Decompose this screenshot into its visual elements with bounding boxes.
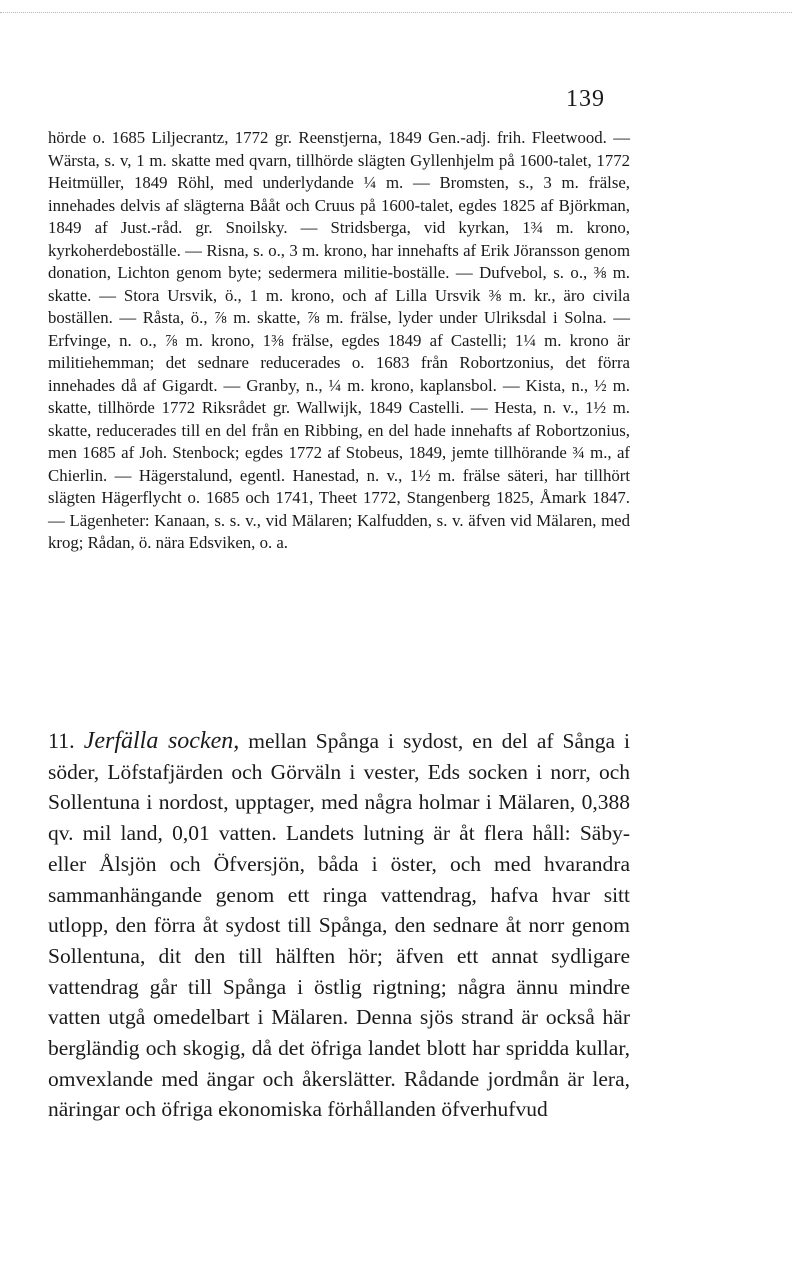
page-number: 139 [566,86,605,112]
page-top-edge [0,12,792,13]
estate-entries-paragraph: hörde o. 1685 Liljecrantz, 1772 gr. Reenstjerna, 1849 Gen.-adj. frih. Fleetwood. — Wärsta, s. v, 1 m. skatte med qvarn, tillhörde slägten Gyllenhjelm på 1600-talet, 1772 Heitmüller, 1849 Röhl, med underlydande ¼ m. — Bromsten, s., 3 m. frälse, innehades delvis af slägterna Bååt och Cruus på 1600-talet, egdes 1825 af Björkman, 1849 af Just.-råd. gr. Snoilsky. — Stridsberga, vid kyrkan, 1¾ m. krono, kyrkoherdeboställe. — Risna, s. o., 3 m. krono, har innehafts af Erik Jöransson genom donation, Lichton genom byte; sedermera militie-boställe. — Dufvebol, s. o., ⅜ m. skatte. — Stora Ursvik, ö., 1 m. krono, och af Lilla Ursvik ⅜ m. kr., äro civila boställen. — Råsta, ö., ⅞ m. skatte, ⅞ m. frälse, lyder under Ulriksdal i Solna. — Erfvinge, n. o., ⅞ m. krono, 1⅜ frälse, egdes 1849 af Castelli; 1¼ m. krono är militiehemman; det sednare reducerades o. 1683 från Robortzonius, det förra innehades då af Gigardt. — Granby, n., ¼ m. krono, kaplansbol. — Kista, n., ½ m. skatte, tillhörde 1772 Riksrådet gr. Wallwijk, 1849 Castelli. — Hesta, n. v., 1½ m. skatte, reducerades till en del från en Ribbing, en del hade innehafts af Robortzonius, men 1685 af Joh. Stenbock; egdes 1772 af Stobeus, 1849, jemte tillhörande ¾ m., af Chierlin. — Hägerstalund, egentl. Hanestad, n. v., 1½ m. frälse säteri, har tillhört slägten Hägerflycht o. 1685 och 1741, Theet 1772, Stangenberg 1825, Åmark 1847. — Lägenheter: Kanaan, s. s. v., vid Mälaren; Kalfudden, s. v. äfven vid Mälaren, med krog; Rådan, ö. nära Edsviken, o. a. [48,128,630,552]
section-number: 11. [48,728,75,753]
section-body: mellan Spånga i sydost, en del af Sånga i söder, Löfstafjärden och Görväln i vester, Eds socken i norr, och Sollentuna i nordost, upptager, med några holmar i Mälaren, 0,388 qv. mil land, 0,01 vatten. Landets lutning är åt flera håll: Säby- eller Ålsjön och Öfversjön, båda i öster, och med hvarandra sammanhängande genom ett ringa vattendrag, hafva hvar sitt utlopp, den förra åt sydost till Spånga, den sednare åt norr genom Sollentuna, dit den till hälften hör; äfven ett annat sydligare vattendrag går till Spånga i östlig rigtning; några ännu mindre vatten utgå omedelbart i Mälaren. Denna sjös strand är också här bergländig och skogig, då det öfriga landet blott har spridda kullar, omvexlande med ängar och åkerslätter. Rådande jordmån är lera, näringar och öfriga ekonomiska förhållanden öfverhufvud [48,729,631,1122]
section-title: Jerfälla socken, [83,728,240,754]
section-paragraph [48,726,630,1125]
